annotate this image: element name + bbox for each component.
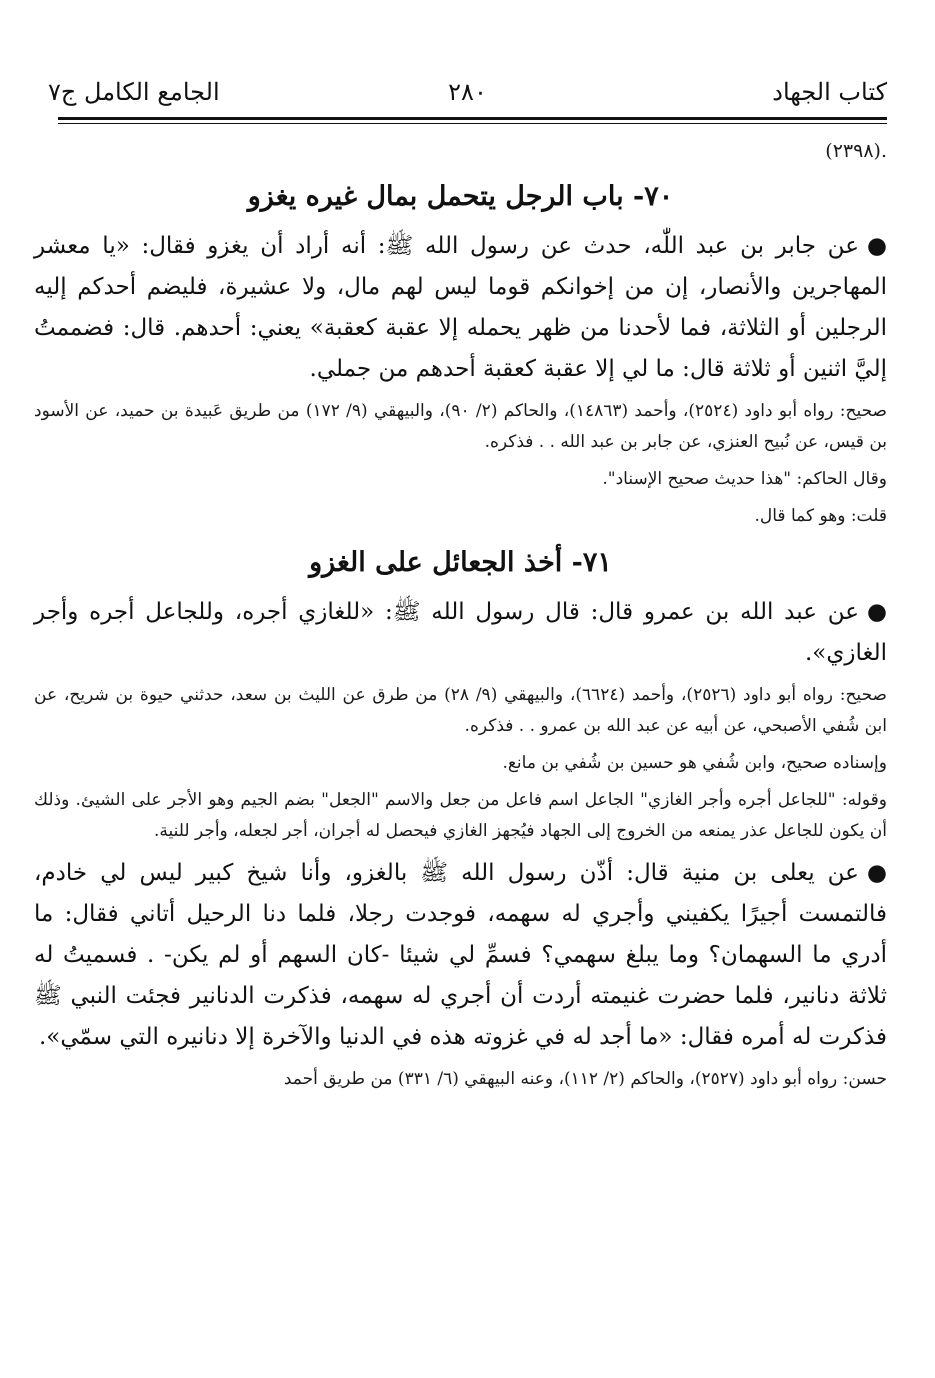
header-rule-thick <box>58 117 887 120</box>
takhrij-note: وإسناده صحيح، وابن شُفي هو حسين بن شُفي بن مانع. <box>502 753 887 773</box>
volume-title: الجامع الكامل ج٧ <box>48 78 220 106</box>
book-title: كتاب الجهاد <box>772 78 887 106</box>
header-rule-thin <box>58 123 887 124</box>
hadith-body: عن جابر بن عبد اللّٰه، حدث عن رسول الله ﷺ: أنه أراد أن يغزو فقال: «يا معشر المهاجرين والأنصار، إن من إخوانكم قوما ليس لهم مال، ولا عشيرة، فليضم أحدكم إليه الرجلين أو الثلاثة، فما لأحدنا من ظهر يحمله إلا عقبة كعقبة» يعني: أحدهم. قال: فضممتُ إليَّ اثنين أو ثلاثة قال: ما لي إلا عقبة كعقبة أحدهم من جملي. <box>34 233 887 382</box>
takhrij-note: قلت: وهو كما قال. <box>754 506 887 526</box>
hadith-text <box>34 592 887 674</box>
takhrij-note: صحيح: رواه أبو داود (٢٥٢٦)، وأحمد (٦٦٢٤)، والبيهقي (٩/ ٢٨) من طرق عن الليث بن سعد، حدثني حيوة بن شريح، عن ابن شُفي الأصبحي، عن أبيه عن عبد الله بن عمرو . . فذكره. <box>34 685 887 736</box>
chapter-heading-71: ٧١- أخذ الجعائل على الغزو <box>309 547 612 578</box>
bullet-icon: ● <box>866 860 887 886</box>
continued-reference: .(٢٣٩٨) <box>825 140 887 162</box>
hadith-text <box>34 226 887 390</box>
takhrij-note: حسن: رواه أبو داود (٢٥٢٧)، والحاكم (٢/ ١١٢)، وعنه البيهقي (٦/ ٣٣١) من طريق أحمد <box>283 1069 887 1089</box>
running-header <box>48 70 887 114</box>
chapter-heading-70: ٧٠- باب الرجل يتحمل بمال غيره يغزو <box>247 181 674 212</box>
hadith-body: عن عبد الله بن عمرو قال: قال رسول الله ﷺ: «للغازي أجره، وللجاعل أجره وأجر الغازي». <box>34 599 887 666</box>
bullet-icon: ● <box>866 233 887 259</box>
takhrij-note: وقوله: "للجاعل أجره وأجر الغازي" الجاعل اسم فاعل من جعل والاسم "الجعل" بضم الجيم وهو الأجر على الشيئ. وذلك أن يكون للجاعل عذر يمنعه من الخروج إلى الجهاد فيُجهز الغازي فيحصل له أجران، أجر لجعله، وأجر للنية. <box>34 790 887 841</box>
takhrij-note: صحيح: رواه أبو داود (٢٥٢٤)، وأحمد (١٤٨٦٣)، والحاكم (٢/ ٩٠)، والبيهقي (٩/ ١٧٢) من طريق عَبيدة بن حميد، عن الأسود بن قيس، عن نُبيح العنزي، عن جابر بن عبد الله . . فذكره. <box>34 401 887 452</box>
page-body <box>34 136 887 1101</box>
takhrij-note: وقال الحاكم: "هذا حديث صحيح الإسناد". <box>602 469 887 489</box>
hadith-text <box>34 853 887 1058</box>
page-number: ٢٨٠ <box>448 78 487 106</box>
hadith-body: عن يعلى بن منية قال: أذّن رسول الله ﷺ بالغزو، وأنا شيخ كبير ليس لي خادم، فالتمست أجيرًا يكفيني وأجري له سهمه، فوجدت رجلا، فلما دنا الرحيل أتاني فقال: ما أدري ما السهمان؟ وما يبلغ سهمي؟ فسمِّ لي شيئا -كان السهم أو لم يكن- . فسميتُ له ثلاثة دنانير، فلما حضرت غنيمته أردت أن أجري له سهمه، فذكرت الدنانير فجئت النبي ﷺ فذكرت له أمره فقال: «ما أجد له في غزوته هذه في الدنيا والآخرة إلا دنانيره التي سمّي». <box>34 860 887 1050</box>
bullet-icon: ● <box>866 599 887 625</box>
